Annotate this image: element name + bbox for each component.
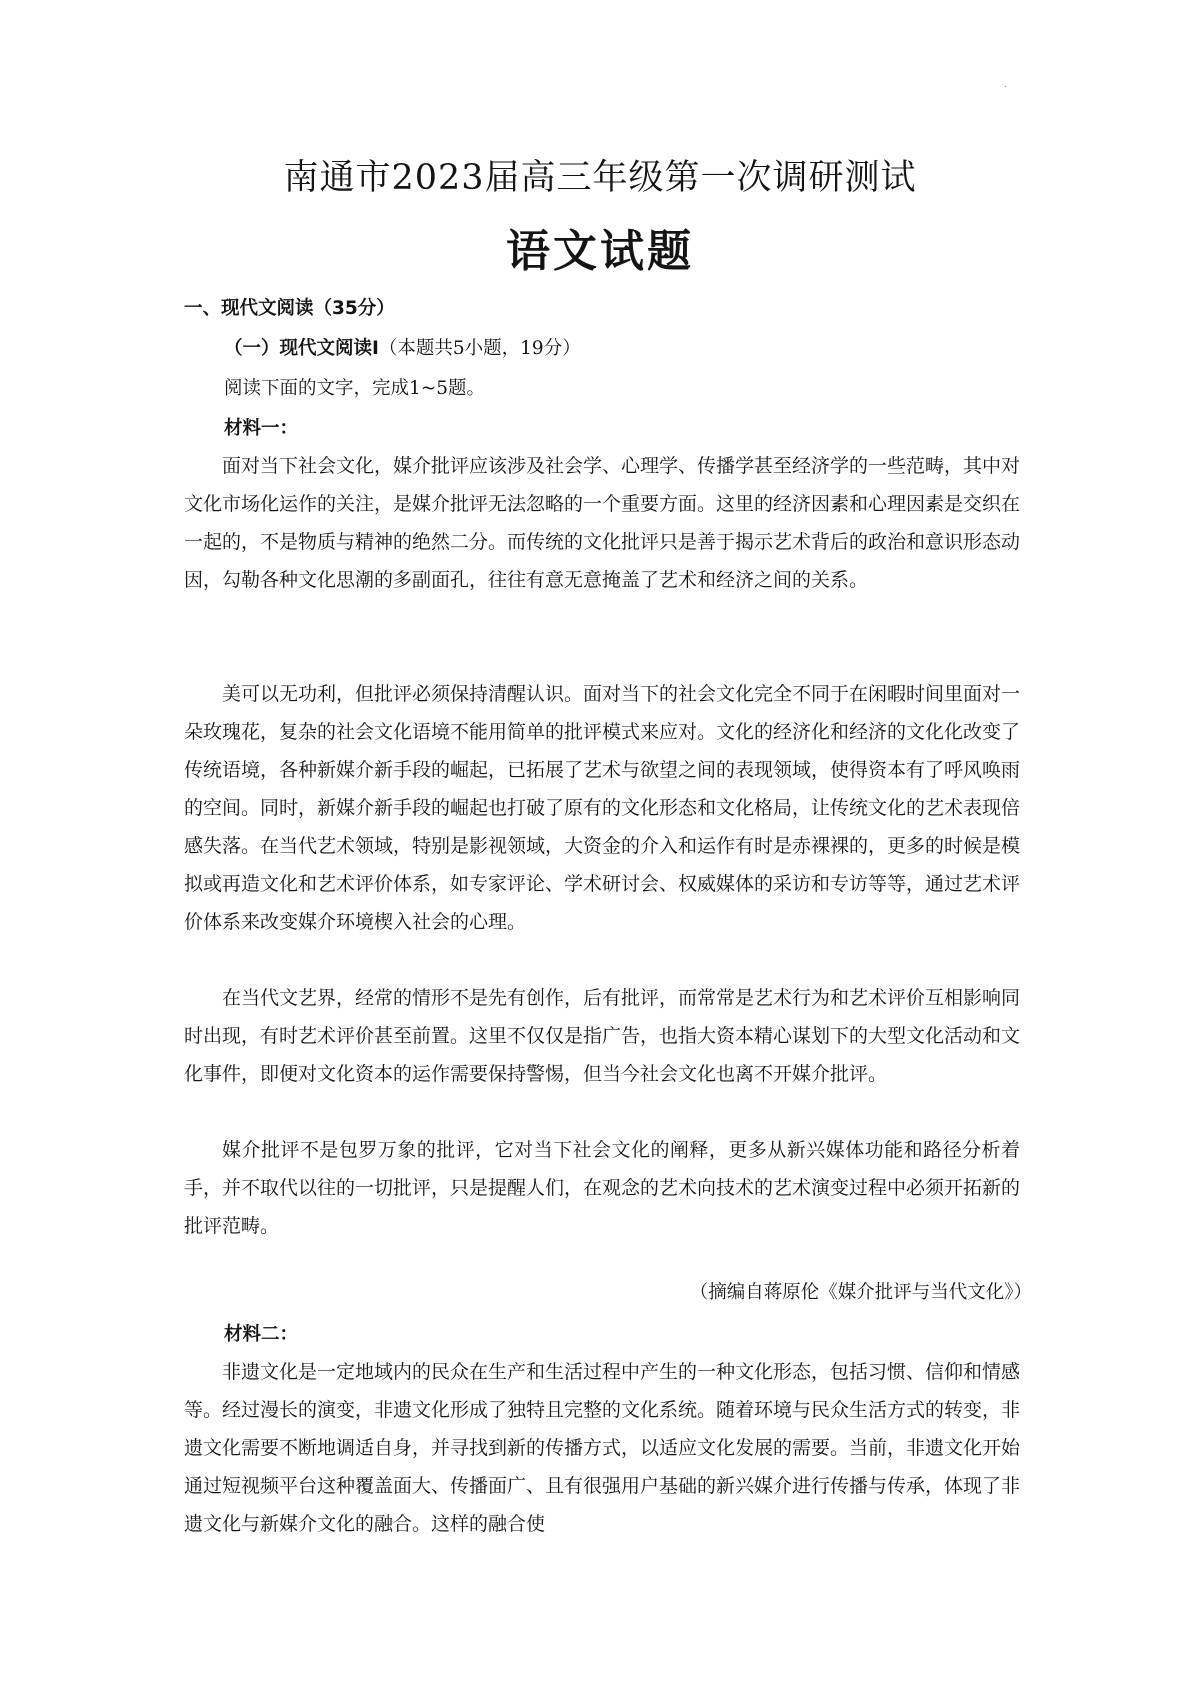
section-heading: 一、现代文阅读（35分） <box>184 298 395 319</box>
material-one-citation: （摘编自蒋原伦《媒介批评与当代文化》） <box>689 1282 1032 1303</box>
material-one-paragraph-1: 面对当下社会文化，媒介批评应该涉及社会学、心理学、传播学甚至经济学的一些范畴，其中对文化市场化运作的关注，是媒介批评无法忽略的一个重要方面。这里的经济因素和心理因素是交织在一起的，不是物质与精神的绝然二分。而传统的文化批评只是善于揭示艺术背后的政治和意识形态动因，勾勒各种文化思潮的多副面孔，往往有意无意掩盖了艺术和经济之间的关系。 <box>184 455 1021 591</box>
scan-speck: · <box>1004 82 1008 93</box>
material-two-paragraph-1: 非遗文化是一定地域内的民众在生产和生活过程中产生的一种文化形态，包括习惯、信仰和情感等。经过漫长的演变，非遗文化形成了独特且完整的文化系统。随着环境与民众生活方式的转变，非遗文化需要不断地调适自身，并寻找到新的传播方式，以适应文化发展的需要。当前，非遗文化开始通过短视频平台这种覆盖面大、传播面广、且有很强用户基础的新兴媒介进行传播与传承，体现了非遗文化与新媒介文化的融合。这样的融合使 <box>184 1361 1021 1535</box>
material-one-paragraph-3: 在当代文艺界，经常的情形不是先有创作，后有批评，而常常是艺术行为和艺术评价互相影响同时出现，有时艺术评价甚至前置。这里不仅仅是指广告，也指大资本精心谋划下的大型文化活动和文化事件，即便对文化资本的运作需要保持警惕，但当今社会文化也离不开媒介批评。 <box>184 987 1021 1085</box>
material-one-label: 材料一： <box>224 418 299 439</box>
material-two-label: 材料二： <box>224 1324 299 1345</box>
subsection-heading <box>224 334 581 360</box>
exam-title: 南通市2023届高三年级第一次调研测试 <box>283 158 917 198</box>
material-one-paragraph-4: 媒介批评不是包罗万象的批评，它对当下社会文化的阐释，更多从新兴媒体功能和路径分析着手，并不取代以往的一切批评，只是提醒人们，在观念的艺术向技术的艺术演变过程中必须开拓新的批评范畴。 <box>184 1139 1021 1237</box>
subsection-label: （一）现代文阅读I <box>224 338 379 359</box>
reading-instruction: 阅读下面的文字，完成1~5题。 <box>224 378 486 399</box>
subject-title: 语文试题 <box>506 226 694 277</box>
material-one-paragraph-2: 美可以无功利，但批评必须保持清醒认识。面对当下的社会文化完全不同于在闲暇时间里面对一朵玫瑰花，复杂的社会文化语境不能用简单的批评模式来应对。文化的经济化和经济的文化化改变了传统语境，各种新媒介新手段的崛起，已拓展了艺术与欲望之间的表现领域，使得资本有了呼风唤雨的空间。同时，新媒介新手段的崛起也打破了原有的文化形态和文化格局，让传统文化的艺术表现倍感失落。在当代艺术领域，特别是影视领域，大资金的介入和运作有时是赤裸裸的，更多的时候是模拟或再造文化和艺术评价体系，如专家评论、学术研讨会、权威媒体的采访和专访等等，通过艺术评价体系来改变媒介环境楔入社会的心理。 <box>184 683 1021 933</box>
subsection-note: （本题共5小题，19分） <box>378 338 581 359</box>
